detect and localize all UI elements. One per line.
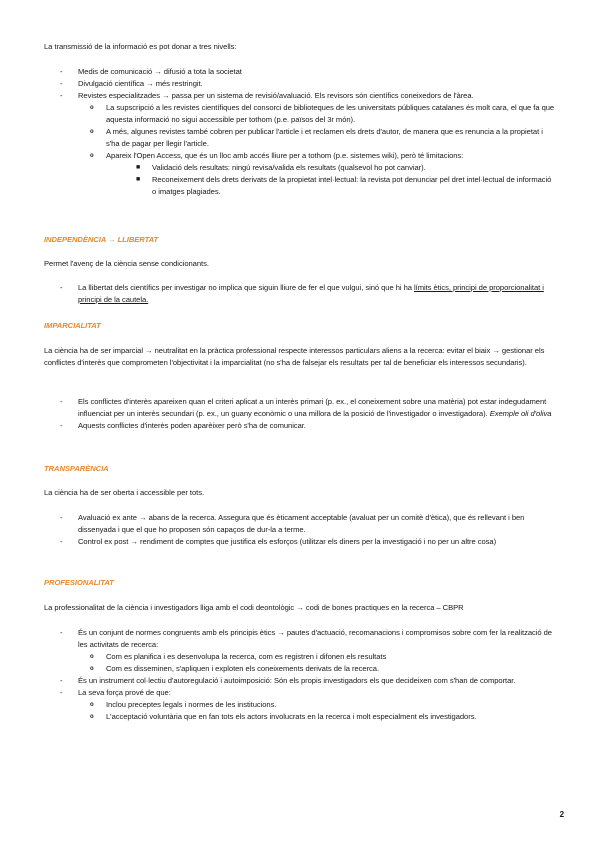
list-item-text: Validació dels resultats: ningú revisa/valida els resultats (qualsevol ho pot canviar). bbox=[152, 163, 426, 172]
list-item: o Apareix l'Open Access, que és un lloc amb accés lliure per a tothom (p.e. sistemes wiki), però té limitacions: ■ Validació dels resultats: ningú revisa/valida els resultats (qualsevol ho pot canviar). ■ Reconeixement dels drets derivats de la propietat intel·lectual: la revista pot denunciar pel dret intel·lectual de informació o imatges plagiades. bbox=[44, 150, 555, 198]
list-item: - Revistes especialitzades → passa per un sistema de revisió/avaluació. Els revisors són científics coneixedors de l'àrea. o La supscripció a les revistes científiques del consorci de biblioteques de les universitats públiques catalanes és molt cara, el que fa que aquesta informació no sigui accessible per tothom (p.e. països del 3r món). o A més, algunes revistes també cobren per publicar l'article i et reclamen els drets d'autor, de manera que es renuncia a la propietat i s'ha de pagar per llegir l'article. o Apareix l'Open Access, que és un lloc amb accés lliure per a tothom (p.e. sistemes wiki), però té limitacions: ■ Validació dels resultats: ningú revisa/valida els resultats (qualsevol ho pot canviar). ■ Reconeixement dels drets derivats de la propietat intel·lectual: la revista pot denunciar pel dret intel·lectual de informació o imatges plagiades. bbox=[44, 90, 555, 198]
list-item: - Els conflictes d'interès apareixen quan el criteri aplicat a un interès primari (p. ex., el coneixement sobre una matèria) pot estar indegudament influenciat per un interès secundari (p. ex., un guany econòmic o una millora de la posició de l'investigador o investigadora). Exemple oli d'oliva bbox=[60, 397, 552, 418]
transparency-list bbox=[44, 512, 555, 548]
transparency-intro: La ciència ha de ser oberta i accessible per tots. bbox=[44, 488, 205, 497]
list-item: o L'acceptació voluntària que en fan tots els actors involucrats en la recerca i molt especialment els investigadors. bbox=[90, 712, 477, 721]
strength-sublist bbox=[78, 699, 555, 723]
section-heading-transparency: TRANSPARÈNCIA bbox=[44, 464, 109, 473]
cbpr-sublist bbox=[78, 651, 555, 675]
list-item: o Com es planifica i es desenvolupa la recerca, com es registren i difonen els resultats bbox=[90, 652, 387, 661]
list-item-text: Apareix l'Open Access, que és un lloc amb accés lliure per a tothom (p.e. sistemes wiki), però té limitacions: bbox=[106, 151, 464, 160]
list-item: o Inclou preceptes legals i normes de les institucions. bbox=[90, 700, 277, 709]
list-item-text: Medis de comunicació → difusió a tota la societat bbox=[78, 67, 242, 76]
journal-sublist bbox=[78, 102, 555, 198]
list-item: - Medis de comunicació → difusió a tota la societat bbox=[60, 67, 242, 76]
list-item-text: Avaluació ex ante → abans de la recerca. Assegura que és èticament acceptable (avaluat per un comitè d'ètica), que és rellevant i ben dissenyada i que el que ho proposen són capaços de dur-la a terme. bbox=[78, 513, 525, 534]
list-item: - La seva força prové de que: o Inclou preceptes legals i normes de les institucions. o L'acceptació voluntària que en fan tots els actors involucrats en la recerca i molt especialment els investigadors. bbox=[44, 687, 555, 723]
list-item: - La llibertat dels científics per investigar no implica que siguin lliure de fer el que vulgui, sinó que hi ha límits ètics, principi de proporcionalitat i principi de la cautela. bbox=[60, 283, 544, 304]
impartiality-intro: La ciència ha de ser imparcial → neutralitat en la pràctica professional respecte interessos particulars aliens a la recerca: evitar el biaix → gestionar els conflictes d'interès que comprometen l'objectivitat i la imparcialitat (no s'ha de falsejar els resultats per tal de beneficiar els interessos secundaris). bbox=[44, 346, 545, 367]
list-item-text: Divulgació científica → més restringit. bbox=[78, 79, 203, 88]
list-item-text: Control ex post → rendiment de comptes que justifica els esforços (utilitzar els diners per la investigació i no per un altre cosa) bbox=[78, 537, 497, 546]
list-item: o A més, algunes revistes també cobren per publicar l'article i et reclamen els drets d'autor, de manera que es renuncia a la propietat i s'ha de pagar per llegir l'article. bbox=[90, 127, 543, 148]
page-number: 2 bbox=[559, 810, 564, 819]
list-item-text: És un instrument col·lectiu d'autoregulació i autoimposició: Són els propis investigadors els que decideixen com s'han de comportar. bbox=[78, 676, 516, 685]
list-item: - És un conjunt de normes congruents amb els principis ètics → pautes d'actuació, recomanacions i compromisos sobre com fer la realització de les activitats de recerca: o Com es planifica i es desenvolupa la recerca, com es registren i difonen els resultats o Com es disseminen, s'apliquen i exploten els coneixements derivats de la recerca. bbox=[44, 627, 555, 675]
list-item: o La supscripció a les revistes científiques del consorci de biblioteques de les universitats públiques catalanes és molt cara, el que fa que aquesta informació no sigui accessible per tothom (p.e. països del 3r món). bbox=[90, 103, 555, 124]
list-item-text: Els conflictes d'interès apareixen quan el criteri aplicat a un interès primari (p. ex., el coneixement sobre una matèria) pot estar indegudament influenciat per un interès secundari (p. ex., un guany econòmic o una millora de la posició de l'investigador o investigadora). bbox=[78, 397, 547, 418]
list-item-text: A més, algunes revistes també cobren per publicar l'article i et reclamen els drets d'autor, de manera que es renuncia a la propietat i s'ha de pagar per llegir l'article. bbox=[106, 127, 543, 148]
list-item-text: L'acceptació voluntària que en fan tots els actors involucrats en la recerca i molt especialment els investigadors. bbox=[106, 712, 477, 721]
list-item: o Com es disseminen, s'apliquen i exploten els coneixements derivats de la recerca. bbox=[90, 664, 380, 673]
list-item: - Aquests conflictes d'interès poden aparèixer però s'ha de comunicar. bbox=[60, 421, 306, 430]
levels-list bbox=[44, 66, 555, 198]
underlined-text: límits ètics, principi de proporcionalitat i principi de la cautela. bbox=[78, 283, 544, 304]
intro-paragraph: La transmissió de la informació es pot donar a tres nivells: bbox=[44, 42, 237, 51]
list-item-text: Inclou preceptes legals i normes de les institucions. bbox=[106, 700, 277, 709]
list-item: - Divulgació científica → més restringit. bbox=[60, 79, 203, 88]
list-item-text: La supscripció a les revistes científiques del consorci de biblioteques de les universitats públiques catalanes és molt cara, el que fa que aquesta informació no sigui accessible per tothom (p.e. països del 3r món). bbox=[106, 103, 555, 124]
independence-list bbox=[44, 282, 555, 306]
list-item: - És un instrument col·lectiu d'autoregulació i autoimposició: Són els propis investigadors els que decideixen com s'han de comportar. bbox=[60, 676, 516, 685]
section-heading-impartiality: IMPARCIALITAT bbox=[44, 321, 101, 330]
section-heading-independence: INDEPENDÈNCIA → LLIBERTAT bbox=[44, 235, 159, 244]
list-item-text: Com es planifica i es desenvolupa la recerca, com es registren i difonen els resultats bbox=[106, 652, 387, 661]
list-item-text: Revistes especialitzades → passa per un sistema de revisió/avaluació. Els revisors són científics coneixedors de l'àrea. bbox=[78, 91, 474, 100]
list-item: ■ Validació dels resultats: ningú revisa/valida els resultats (qualsevol ho pot canviar). bbox=[136, 163, 426, 172]
list-item-text: És un conjunt de normes congruents amb els principis ètics → pautes d'actuació, recomanacions i compromisos sobre com fer la realització de les activitats de recerca: bbox=[78, 628, 552, 649]
oa-limits-list bbox=[106, 162, 555, 198]
list-item: - Control ex post → rendiment de comptes que justifica els esforços (utilitzar els diners per la investigació i no per un altre cosa) bbox=[60, 537, 497, 546]
independence-intro: Permet l'avenç de la ciència sense condicionants. bbox=[44, 259, 209, 268]
professionalism-list bbox=[44, 627, 555, 723]
list-item-text: Com es disseminen, s'apliquen i exploten els coneixements derivats de la recerca. bbox=[106, 664, 380, 673]
professionalism-intro: La professionalitat de la ciència i investigadors lliga amb el codi deontològic → codi de bones practiques en la recerca – CBPR bbox=[44, 603, 464, 612]
list-item-text: La llibertat dels científics per investigar no implica que siguin lliure de fer el que vulgui, sinó que hi ha bbox=[78, 283, 414, 292]
impartiality-list bbox=[44, 396, 555, 432]
section-heading-professionalism: PROFESIONALITAT bbox=[44, 578, 114, 587]
list-item-text: La seva força prové de que: bbox=[78, 688, 171, 697]
list-item-text: Reconeixement dels drets derivats de la propietat intel·lectual: la revista pot denunciar pel dret intel·lectual de informació o imatges plagiades. bbox=[152, 175, 552, 196]
list-item-text: Aquests conflictes d'interès poden aparèixer però s'ha de comunicar. bbox=[78, 421, 306, 430]
example-text: Exemple oli d'oliva bbox=[489, 409, 552, 418]
list-item: ■ Reconeixement dels drets derivats de la propietat intel·lectual: la revista pot denunciar pel dret intel·lectual de informació o imatges plagiades. bbox=[136, 175, 552, 196]
list-item: - Avaluació ex ante → abans de la recerca. Assegura que és èticament acceptable (avaluat per un comitè d'ètica), que és rellevant i ben dissenyada i que el que ho proposen són capaços de dur-la a terme. bbox=[60, 513, 525, 534]
